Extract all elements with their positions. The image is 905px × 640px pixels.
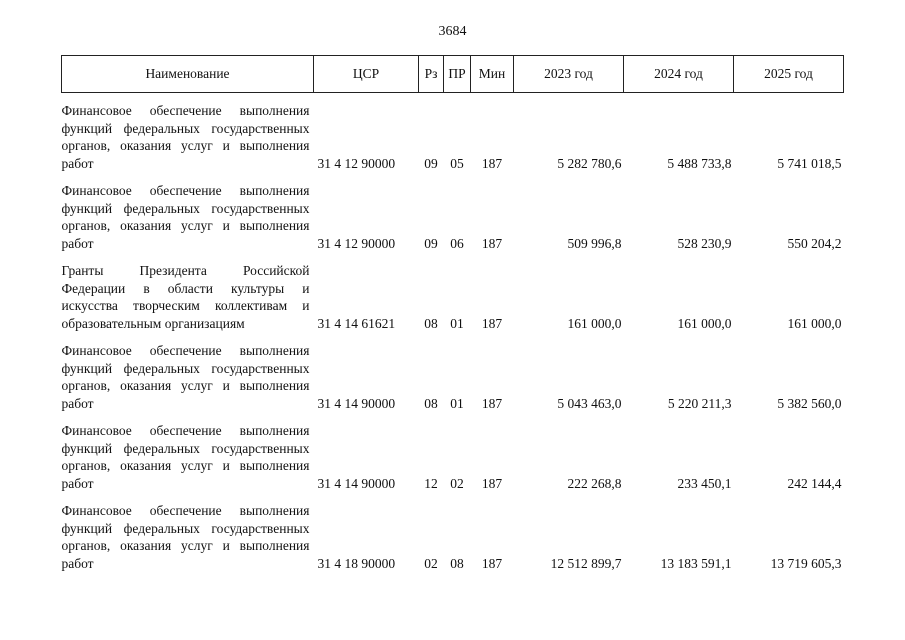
header-2024: 2024 год <box>624 56 734 93</box>
row-2024: 161 000,0 <box>677 315 732 331</box>
row-min: 187 <box>481 475 503 491</box>
row-name: Гранты Президента Российской Федерации в области культуры и искусства творческим коллективам и образовательным организациям <box>61 263 310 331</box>
row-2023: 5 282 780,6 <box>557 155 622 171</box>
row-name: Финансовое обеспечение выполнения функций федеральных государственных органов, оказания услуг и выполнения работ <box>61 343 310 411</box>
table-row <box>62 93 844 173</box>
row-2023: 509 996,8 <box>567 235 622 251</box>
row-min: 187 <box>481 555 503 571</box>
row-pr: 05 <box>450 155 464 171</box>
row-pr: 02 <box>450 475 464 491</box>
row-csr: 31 4 14 90000 <box>317 475 396 491</box>
table-header <box>62 56 844 93</box>
row-name: Финансовое обеспечение выполнения функций федеральных государственных органов, оказания услуг и выполнения работ <box>61 183 310 251</box>
row-2023: 222 268,8 <box>567 475 622 491</box>
page-number: 3684 <box>438 24 467 39</box>
row-csr: 31 4 14 61621 <box>317 315 396 331</box>
header-2025: 2025 год <box>734 56 844 93</box>
row-csr: 31 4 12 90000 <box>317 155 396 171</box>
row-min: 187 <box>481 315 503 331</box>
header-csr: ЦСР <box>314 56 419 93</box>
row-2024: 5 488 733,8 <box>667 155 732 171</box>
row-name: Финансовое обеспечение выполнения функций федеральных государственных органов, оказания услуг и выполнения работ <box>61 503 310 571</box>
budget-table <box>61 55 844 572</box>
table-row <box>62 172 844 252</box>
row-2024: 5 220 211,3 <box>667 395 732 411</box>
table-body <box>62 93 844 573</box>
row-pr: 01 <box>450 395 464 411</box>
header-pr: ПР <box>444 56 471 93</box>
row-min: 187 <box>481 395 503 411</box>
table-row <box>62 252 844 332</box>
row-rz: 08 <box>424 315 438 331</box>
row-2025: 5 382 560,0 <box>777 395 842 411</box>
table-row <box>62 332 844 412</box>
row-rz: 09 <box>424 235 438 251</box>
row-2023: 5 043 463,0 <box>557 395 622 411</box>
row-2025: 5 741 018,5 <box>777 155 842 171</box>
row-rz: 08 <box>424 395 438 411</box>
row-csr: 31 4 18 90000 <box>317 555 396 571</box>
row-2025: 13 719 605,3 <box>770 555 842 571</box>
row-2023: 12 512 899,7 <box>550 555 622 571</box>
row-pr: 01 <box>450 315 464 331</box>
row-rz: 12 <box>424 475 438 491</box>
row-csr: 31 4 14 90000 <box>317 395 396 411</box>
table-row <box>62 492 844 572</box>
row-2023: 161 000,0 <box>567 315 622 331</box>
table-row <box>62 412 844 492</box>
row-2025: 161 000,0 <box>787 315 842 331</box>
row-name: Финансовое обеспечение выполнения функций федеральных государственных органов, оказания услуг и выполнения работ <box>61 103 310 171</box>
row-2025: 550 204,2 <box>787 235 842 251</box>
row-pr: 08 <box>450 555 464 571</box>
header-rz: Рз <box>419 56 444 93</box>
row-rz: 09 <box>424 155 438 171</box>
row-min: 187 <box>481 235 503 251</box>
row-min: 187 <box>481 155 503 171</box>
header-name: Наименование <box>62 56 314 93</box>
header-min: Мин <box>471 56 514 93</box>
header-2023: 2023 год <box>514 56 624 93</box>
row-2024: 13 183 591,1 <box>660 555 732 571</box>
row-2024: 233 450,1 <box>677 475 732 491</box>
row-rz: 02 <box>424 555 438 571</box>
row-2024: 528 230,9 <box>677 235 732 251</box>
row-csr: 31 4 12 90000 <box>317 235 396 251</box>
row-name: Финансовое обеспечение выполнения функций федеральных государственных органов, оказания услуг и выполнения работ <box>61 423 310 491</box>
row-2025: 242 144,4 <box>787 475 842 491</box>
row-pr: 06 <box>450 235 464 251</box>
